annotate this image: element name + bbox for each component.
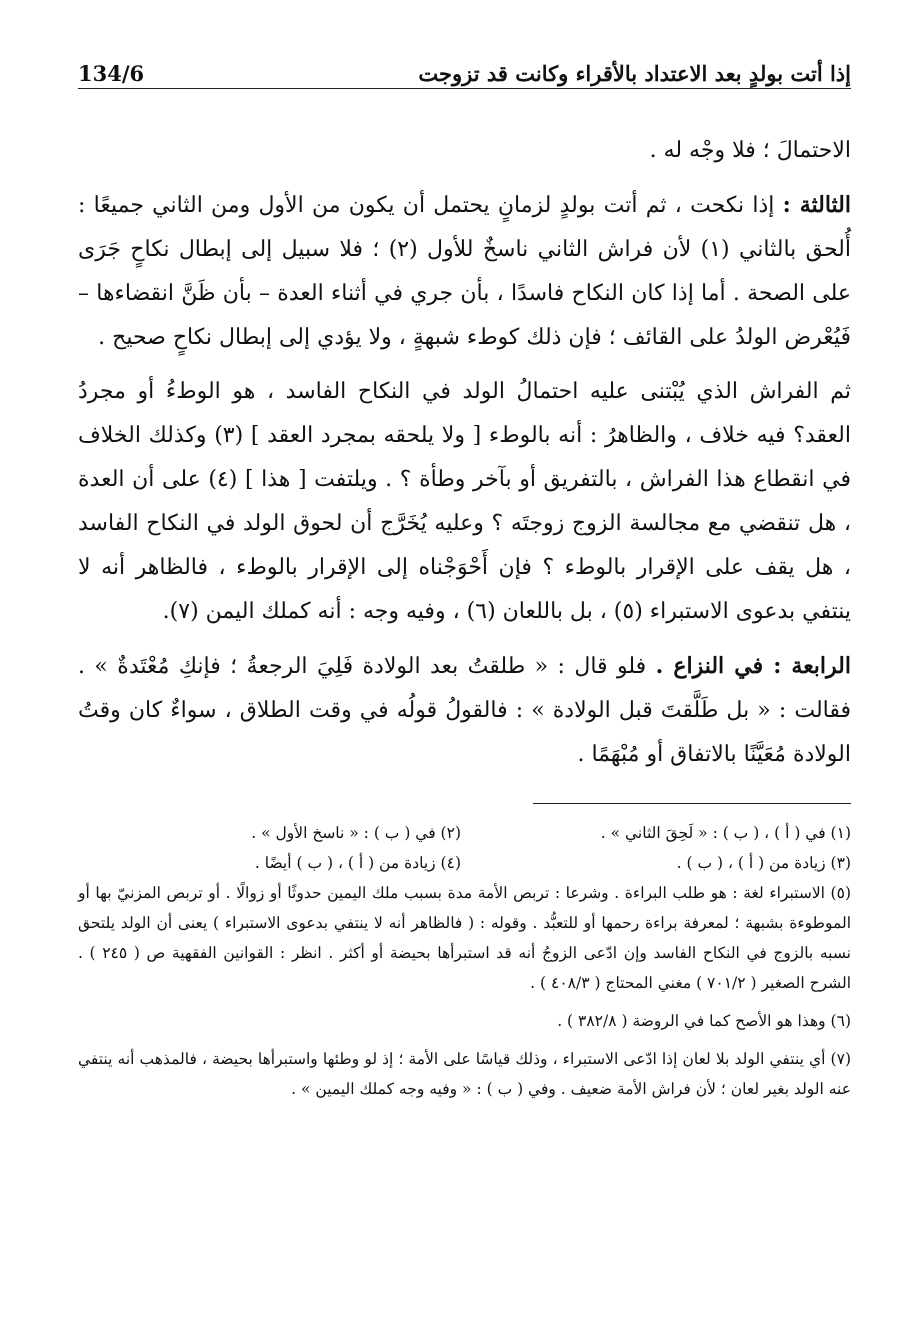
book-page (78, 52, 851, 1104)
paragraph-3: ثم الفراش الذي يُبْتنى عليه احتمالُ الولد في النكاح الفاسد ، هو الوطءُ أو مجردُ العقد؟ فيه خلاف ، والظاهرُ : أنه بالوطء [ ولا يلحقه بمجرد العقد ] (٣) وكذلك الخلاف في انقطاع هذا الفراش ، بالتفريق أو بآخر وطأة ؟ . ويلتفت [ هذا ] (٤) على أن العدة ، هل تنقضي مع مجالسة الزوج زوجتَه ؟ وعليه يُخَرَّج أن لحوق الولد في النكاح الفاسد ، هل يقف على الإقرار بالوطء ؟ فإن أَحْوَجْناه إلى الإقرار بالوطء ، فالظاهر أنه لا ينتفي بدعوى الاستبراء (٥) ، بل باللعان (٦) ، وفيه وجه : أنه كملك اليمن (٧). (78, 379, 851, 624)
footnote-divider (533, 803, 851, 804)
main-text (78, 129, 851, 777)
footnotes (78, 818, 851, 1104)
footnote-row-2 (78, 848, 851, 878)
paragraph-4-text: فلو قال : « طلقتُ بعد الولادة فَلِيَ الرجعةُ ؛ فإنكِ مُعْتَدةٌ » . فقالت : « بل طَلَّقتَ قبل الولادة » : فالقولُ قولُه في وقت الطلاق ، سواءٌ كان وقتُ الولادة مُعَيَّنًا بالاتفاق أو مُبْهَمًا . (78, 654, 851, 767)
page-number: 134/6 (78, 61, 145, 86)
paragraph-1: الاحتمالَ ؛ فلا وجْه له . (649, 138, 851, 163)
paragraph-2-text: إذا نكحت ، ثم أتت بولدٍ لزمانٍ يحتمل أن يكون من الأول ومن الثاني جميعًا : أُلحق بالثاني (١) لأن فراش الثاني ناسخٌ للأول (٢) ؛ فلا سبيل إلى إبطال نكاحٍ جَرَى على الصحة . أما إذا كان النكاح فاسدًا ، بأن جري في أثناء العدة – بأن ظَنَّ انقضاءها – فَيُعْرض الولدُ على القائف ؛ فإن ذلك كوطء شبهةٍ ، ولا يؤدي إلى إبطال نكاحٍ صحيح . (78, 193, 852, 350)
footnote-7: (٧) أي ينتفي الولد بلا لعان إذا ادّعى الاستبراء ، وذلك قياسًا على الأمة ؛ إذ لو وطئها واستبرأها بحيضة ، فالمذهب أنه ينتفي عنه الولد بغير لعان ؛ لأن فراش الأمة ضعيف . وفي ( ب ) : « وفيه وجه كملك اليمين » . (78, 1050, 851, 1098)
footnote-4: (٤) زيادة من ( أ ) ، ( ب ) أيضًا . (254, 854, 461, 872)
footnote-3: (٣) زيادة من ( أ ) ، ( ب ) . (676, 854, 851, 872)
footnote-2: (٢) في ( ب ) : « ناسخ الأول » . (251, 824, 461, 842)
paragraph-2-heading: الثالثة : (782, 192, 852, 218)
footnote-row-1 (78, 818, 851, 848)
running-title: إذا أتت بولدٍ بعد الاعتداد بالأقراء وكانت قد تزوجت (418, 61, 851, 86)
paragraph-4 (78, 644, 851, 777)
paragraph-4-heading: الرابعة : في النزاع . (655, 653, 852, 679)
footnote-1: (١) في ( أ ) ، ( ب ) : « لَحِقَ الثاني » . (600, 824, 851, 842)
footnote-5: (٥) الاستبراء لغة : هو طلب البراءة . وشرعا : تربص الأمة مدة بسبب ملك اليمين حدوثًا أو زوالًا . أو تربص المزنيّ بها أو الموطوءة بشبهة ؛ لمعرفة براءة رحمها أو للتعبُّد . وقوله : ( فالظاهر أنه لا ينتفي بدعوى الاستبراء ) يعنى أن الولد يلتحق نسبه بالزوج في النكاح الفاسد وإن ادّعى الزوجُ أنه قد استبرأها بحيضة أو أكثر . انظر : القوانين الفقهية ص ( ٢٤٥ ) . الشرح الصغير ( ٧٠١/٢ ) مغني المحتاج ( ٤٠٨/٣ ) . (78, 884, 851, 992)
paragraph-2 (78, 183, 851, 360)
running-header (78, 52, 851, 89)
footnote-6: (٦) وهذا هو الأصح كما في الروضة ( ٣٨٢/٨ ) . (557, 1012, 851, 1030)
